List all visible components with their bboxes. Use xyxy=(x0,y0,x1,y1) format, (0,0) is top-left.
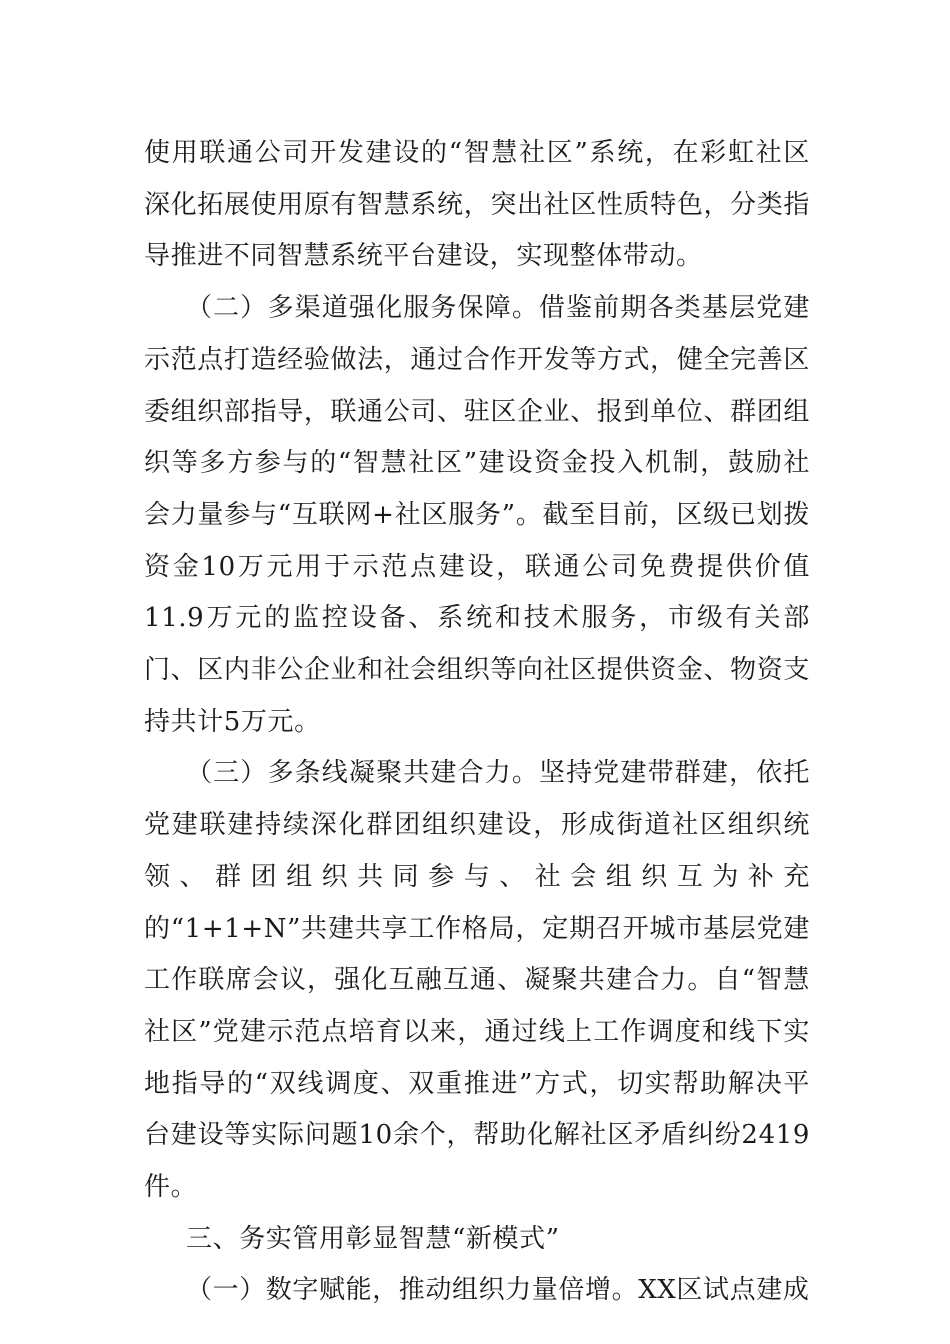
paragraph-service-guarantee: （二）多渠道强化服务保障。借鉴前期各类基层党建示范点打造经验做法，通过合作开发等方式，健全完善区委组织部指导，联通公司、驻区企业、报到单位、群团组织等多方参与的“智慧社区”建设资金投入机制，鼓励社会力量参与“互联网+社区服务”。截至目前，区级已划拨资金10万元用于示范点建设，联通公司免费提供价值11.9万元的监控设备、系统和技术服务，市级有关部门、区内非公企业和社会组织等向社区提供资金、物资支持共计5万元。 xyxy=(144,293,810,737)
paragraph-digital-empowerment: （一）数字赋能，推动组织力量倍增。XX区试点建成 xyxy=(186,1275,810,1306)
paragraph-joint-construction: （三）多条线凝聚共建合力。坚持党建带群建，依托党建联建持续深化群团组织建设，形成街道社区组织统领、群团组织共同参与、社会组织互为补充的“1+1+N”共建共享工作格局，定期召开城市基层党建工作联席会议，强化互融互通、凝聚共建合力。自“智慧社区”党建示范点培育以来，通过线上工作调度和线下实地指导的“双线调度、双重推进”方式，切实帮助解决平台建设等实际问题10余个，帮助化解社区矛盾纠纷2419件。 xyxy=(144,758,810,1203)
section-heading-new-model: 三、务实管用彰显智慧“新模式” xyxy=(186,1223,560,1254)
paragraph-continuation: 使用联通公司开发建设的“智慧社区”系统，在彩虹社区深化拓展使用原有智慧系统，突出社区性质特色，分类指导推进不同智慧系统平台建设，实现整体带动。 xyxy=(144,138,810,272)
document-body xyxy=(144,128,810,1317)
